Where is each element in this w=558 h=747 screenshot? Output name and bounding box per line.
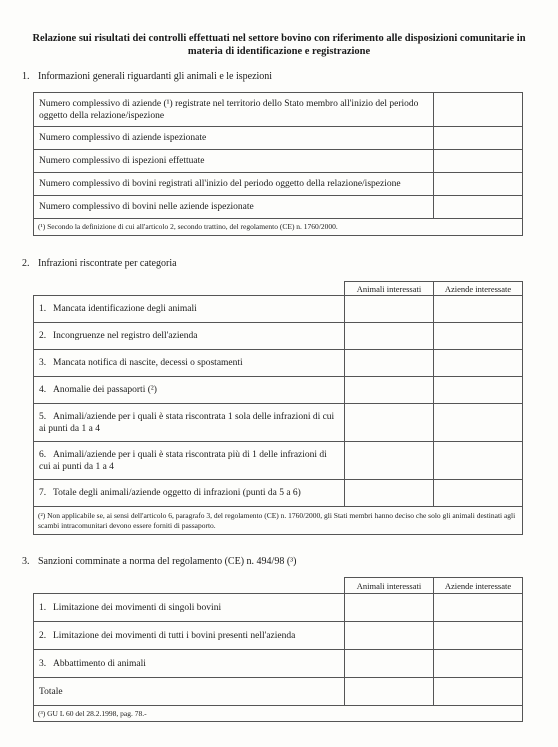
animals-cell[interactable]: [345, 480, 434, 507]
animals-cell[interactable]: [345, 377, 434, 404]
section1-value-cell[interactable]: [434, 173, 523, 196]
animals-cell[interactable]: [345, 323, 434, 350]
holdings-cell[interactable]: [434, 350, 523, 377]
section1-table: [33, 92, 523, 236]
table-row: [34, 93, 523, 127]
table-row: [34, 150, 523, 173]
section2-footnote: (²) Non applicabile se, ai sensi dell'articolo 6, paragrafo 3, del regolamento (CE) n. 1760/2000, gli Stati membri hanno deciso che solo gli animali destinati agli scambi intracomunitari devono essere forniti di passaporto.: [34, 507, 523, 535]
section2-row-label: 1. Mancata identificazione degli animali: [34, 296, 345, 323]
section1-row-label: Numero complessivo di aziende ispezionate: [34, 127, 434, 150]
section2-heading-text: Infrazioni riscontrate per categoria: [38, 258, 177, 269]
section1-row-label: Numero complessivo di ispezioni effettuate: [34, 150, 434, 173]
animals-cell[interactable]: [345, 622, 434, 650]
section3-row-label: 2. Limitazione dei movimenti di tutti i bovini presenti nell'azienda: [34, 622, 345, 650]
section2-row-label: 5. Animali/aziende per i quali è stata riscontrata 1 sola delle infrazioni di cui ai punti da 1 a 4: [34, 404, 345, 442]
table-header-row: [34, 282, 523, 296]
table-row: [34, 219, 523, 236]
section1-value-cell[interactable]: [434, 196, 523, 219]
table-row: [34, 480, 523, 507]
section1-heading-text: Informazioni generali riguardanti gli animali e le ispezioni: [38, 71, 273, 82]
column-header-holdings: Aziende interessate: [434, 282, 523, 296]
table-row: [34, 377, 523, 404]
table-row: [34, 404, 523, 442]
section1-row-label: Numero complessivo di aziende (¹) registrate nel territorio dello Stato membro all'inizio del periodo oggetto della relazione/ispezione: [34, 93, 434, 127]
table-row: [34, 622, 523, 650]
section1-value-cell[interactable]: [434, 93, 523, 127]
section1-value-cell[interactable]: [434, 127, 523, 150]
section3-heading-text: Sanzioni comminate a norma del regolamento (CE) n. 494/98 (³): [38, 556, 297, 567]
section2-row-label: 4. Anomalie dei passaporti (²): [34, 377, 345, 404]
holdings-cell[interactable]: [434, 650, 523, 678]
holdings-cell[interactable]: [434, 442, 523, 480]
table-row: [34, 678, 523, 706]
section3-footnote: (³) GU L 60 del 28.2.1998, pag. 78.-: [34, 706, 523, 722]
holdings-cell[interactable]: [434, 594, 523, 622]
table-row: [34, 442, 523, 480]
table-row: [34, 350, 523, 377]
holdings-cell[interactable]: [434, 480, 523, 507]
table-row: [34, 127, 523, 150]
animals-cell[interactable]: [345, 404, 434, 442]
section2-row-label: 7. Totale degli animali/aziende oggetto di infrazioni (punti da 5 a 6): [34, 480, 345, 507]
holdings-cell[interactable]: [434, 678, 523, 706]
table-row: [34, 323, 523, 350]
section2-row-label: 2. Incongruenze nel registro dell'azienda: [34, 323, 345, 350]
animals-cell[interactable]: [345, 678, 434, 706]
table-row: [34, 296, 523, 323]
animals-cell[interactable]: [345, 650, 434, 678]
section3-heading: [22, 556, 296, 568]
table-row: [34, 706, 523, 722]
column-header-animals: Animali interessati: [345, 578, 434, 594]
holdings-cell[interactable]: [434, 323, 523, 350]
animals-cell[interactable]: [345, 350, 434, 377]
section3-number: 3.: [22, 556, 30, 567]
header-spacer: [34, 578, 345, 594]
section1-row-label: Numero complessivo di bovini registrati all'inizio del periodo oggetto della relazione/ispezione: [34, 173, 434, 196]
table-row: [34, 594, 523, 622]
section1-heading: [22, 71, 272, 83]
holdings-cell[interactable]: [434, 622, 523, 650]
table-row: [34, 650, 523, 678]
section3-row-label: 1. Limitazione dei movimenti di singoli bovini: [34, 594, 345, 622]
section2-number: 2.: [22, 258, 30, 269]
table-header-row: [34, 578, 523, 594]
table-row: [34, 196, 523, 219]
header-spacer: [34, 282, 345, 296]
section1-number: 1.: [22, 71, 30, 82]
section3-row-label: 3. Abbattimento di animali: [34, 650, 345, 678]
section2-row-label: 3. Mancata notifica di nascite, decessi o spostamenti: [34, 350, 345, 377]
holdings-cell[interactable]: [434, 377, 523, 404]
document-title: Relazione sui risultati dei controlli effettuati nel settore bovino con riferimento alle disposizioni comunitarie in materia di identificazione e registrazione: [32, 33, 526, 57]
section1-footnote: (¹) Secondo la definizione di cui all'articolo 2, secondo trattino, del regolamento (CE) n. 1760/2000.: [34, 219, 523, 236]
animals-cell[interactable]: [345, 442, 434, 480]
section1-value-cell[interactable]: [434, 150, 523, 173]
table-row: [34, 173, 523, 196]
animals-cell[interactable]: [345, 296, 434, 323]
section1-row-label: Numero complessivo di bovini nelle aziende ispezionate: [34, 196, 434, 219]
section3-total-label: Totale: [34, 678, 345, 706]
column-header-animals: Animali interessati: [345, 282, 434, 296]
column-header-holdings: Aziende interessate: [434, 578, 523, 594]
animals-cell[interactable]: [345, 594, 434, 622]
holdings-cell[interactable]: [434, 404, 523, 442]
section2-row-label: 6. Animali/aziende per i quali è stata riscontrata più di 1 delle infrazioni di cui ai punti da 1 a 4: [34, 442, 345, 480]
holdings-cell[interactable]: [434, 296, 523, 323]
section2-heading: [22, 258, 177, 270]
section2-table: [33, 281, 523, 535]
section3-table: [33, 577, 523, 722]
table-row: [34, 507, 523, 535]
